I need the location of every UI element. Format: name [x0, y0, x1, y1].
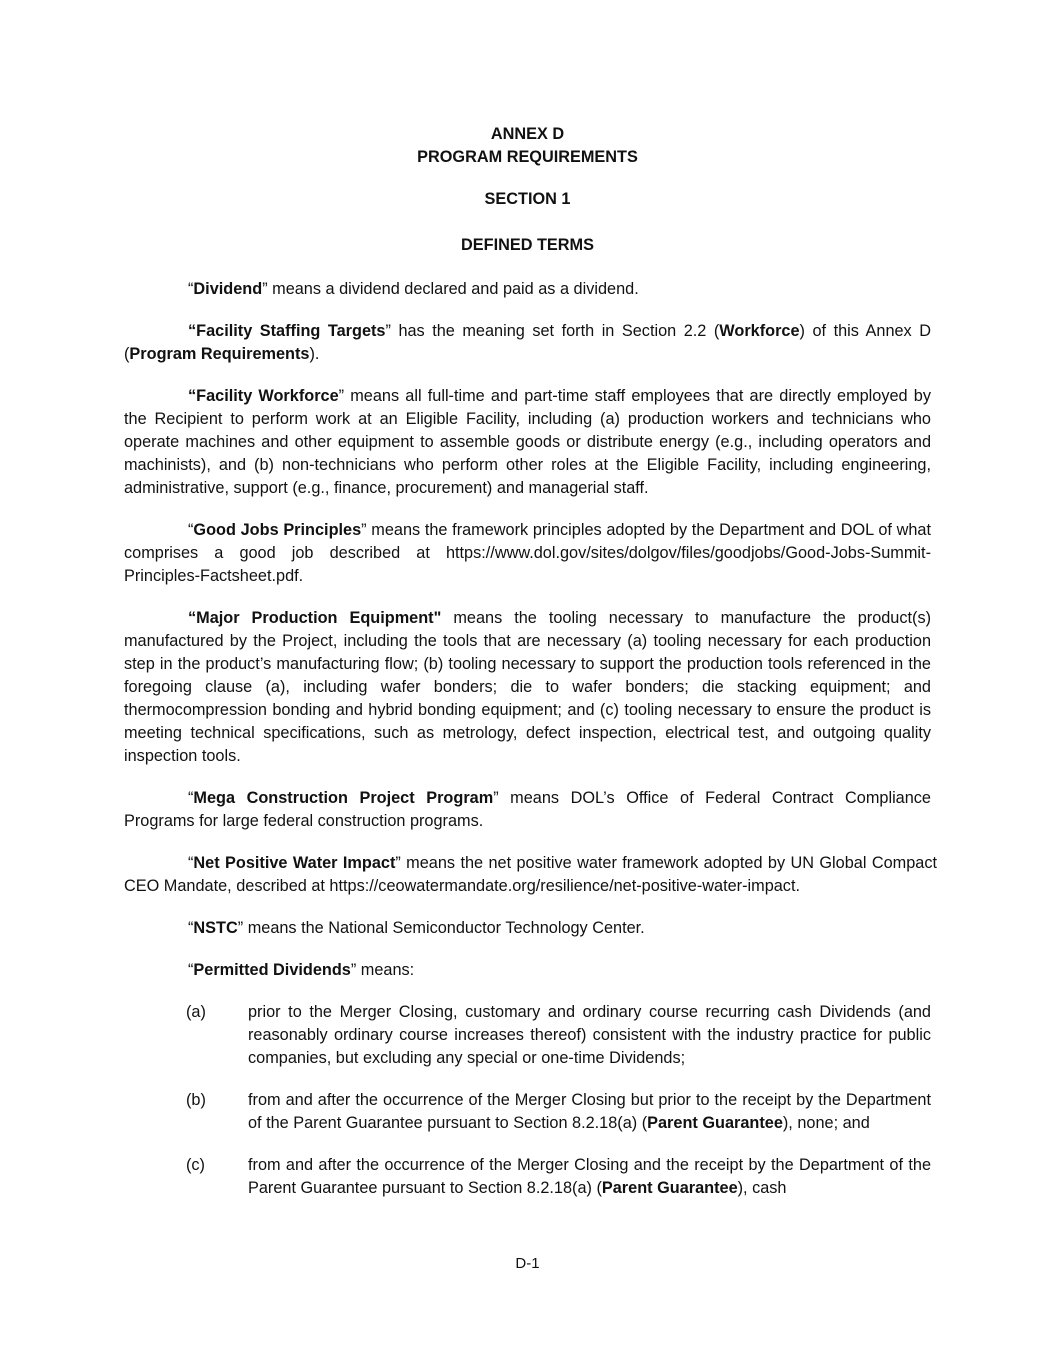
clause-label: (a) — [186, 1003, 206, 1021]
definition-net-positive-water-impact: “Net Positive Water Impact” means the net positive water framework adopted by UN Global Compact CEO Mandate, described at https://ceowatermandate.org/resilience/net-positive-water-impact. — [124, 854, 937, 895]
page-number: D-1 — [515, 1255, 540, 1272]
clause-text: from and after the occurrence of the Merger Closing but prior to the receipt by the Department of the Parent Guarantee pursuant to Section 8.2.18(a) ( — [248, 1091, 931, 1132]
definition-facility-staffing-targets: “Facility Staffing Targets” has the meaning set forth in Section 2.2 (Workforce) of this Annex D (Program Requirements). — [124, 322, 931, 363]
definition-permitted-dividends: “Permitted Dividends” means: — [188, 961, 415, 979]
defined-term: Dividend — [193, 280, 263, 298]
clause-text: prior to the Merger Closing, customary and ordinary course recurring cash Dividends (and reasonably ordinary course increases thereof) consistent with the industry practice for public companies, but excluding any special or one-time Dividends; — [248, 1003, 931, 1067]
program-requirements-heading: PROGRAM REQUIREMENTS — [417, 148, 638, 166]
clause-b: (b) from and after the occurrence of the Merger Closing but prior to the receipt by the Department of the Parent Guarantee pursuant to Section 8.2.18(a) (Parent Guarantee), none; and — [186, 1091, 931, 1132]
defined-terms-heading: DEFINED TERMS — [461, 236, 594, 254]
defined-term: Mega Construction Project Program — [193, 789, 494, 807]
definition-good-jobs-principles: “Good Jobs Principles” means the framework principles adopted by the Department and DOL of what comprises a good job described at https://www.dol.gov/sites/dolgov/files/goodjobs/Good-Jobs-Summit-Principles-Factsheet.pdf. — [124, 521, 931, 585]
defined-term: Facility Staffing Targets — [196, 322, 386, 340]
definition-major-production-equipment: “Major Production Equipment" means the tooling necessary to manufacture the product(s) manufactured by the Project, including the tools that are necessary (a) tooling necessary for each production step in the product’s manufacturing flow; (b) tooling necessary to support the production tools referenced in the foregoing clause (a), including wafer bonders; die to wafer bonders; die stacking equipment; and thermocompression bonding and hybrid bonding equipment; and (c) tooling necessary to ensure the product is meeting technical specifications, such as metrology, defect inspection, electrical test, and outgoing quality inspection tools. — [124, 609, 932, 765]
defined-term: Permitted Dividends — [193, 961, 351, 979]
clause-label: (b) — [186, 1091, 206, 1109]
clause-a — [124, 1001, 931, 1070]
defined-term: Facility Workforce — [196, 387, 339, 405]
defined-term: Net Positive Water Impact — [193, 854, 396, 872]
definition-dividend: “Dividend” means a dividend declared and paid as a dividend. — [188, 280, 639, 298]
defined-term: Parent Guarantee — [647, 1114, 783, 1132]
definition-nstc: “NSTC” means the National Semiconductor Technology Center. — [188, 919, 645, 937]
section-reference: Program Requirements — [129, 345, 310, 363]
section-reference: Workforce — [719, 322, 800, 340]
clause-label: (c) — [186, 1156, 205, 1174]
clause-text: from and after the occurrence of the Merger Closing and the receipt by the Department of the Parent Guarantee pursuant to Section 8.2.18(a) ( — [248, 1156, 931, 1197]
defined-term: NSTC — [193, 919, 238, 937]
clause-c: (c) from and after the occurrence of the Merger Closing and the receipt by the Department of the Parent Guarantee pursuant to Section 8.2.18(a) (Parent Guarantee), cash — [186, 1156, 931, 1197]
definition-mega-construction-project-program: “Mega Construction Project Program” means DOL’s Office of Federal Contract Compliance Programs for large federal construction programs. — [124, 789, 931, 830]
defined-term: Parent Guarantee — [601, 1179, 738, 1197]
document-page — [124, 123, 937, 1200]
defined-term: Good Jobs Principles — [193, 521, 362, 539]
definition-facility-workforce: “Facility Workforce” means all full-time and part-time staff employees that are directly employed by the Recipient to perform work at an Eligible Facility, including (a) production workers and technicians who operate machines and other equipment to assemble goods or distribute energy (e.g., including operators and machinists), and (b) non-technicians who perform other roles at the Eligible Facility, including engineering, administrative, support (e.g., finance, procurement) and managerial staff. — [124, 387, 931, 497]
section-heading: SECTION 1 — [484, 190, 571, 208]
defined-term: Major Production Equipment — [196, 609, 434, 627]
annex-heading: ANNEX D — [490, 125, 565, 143]
